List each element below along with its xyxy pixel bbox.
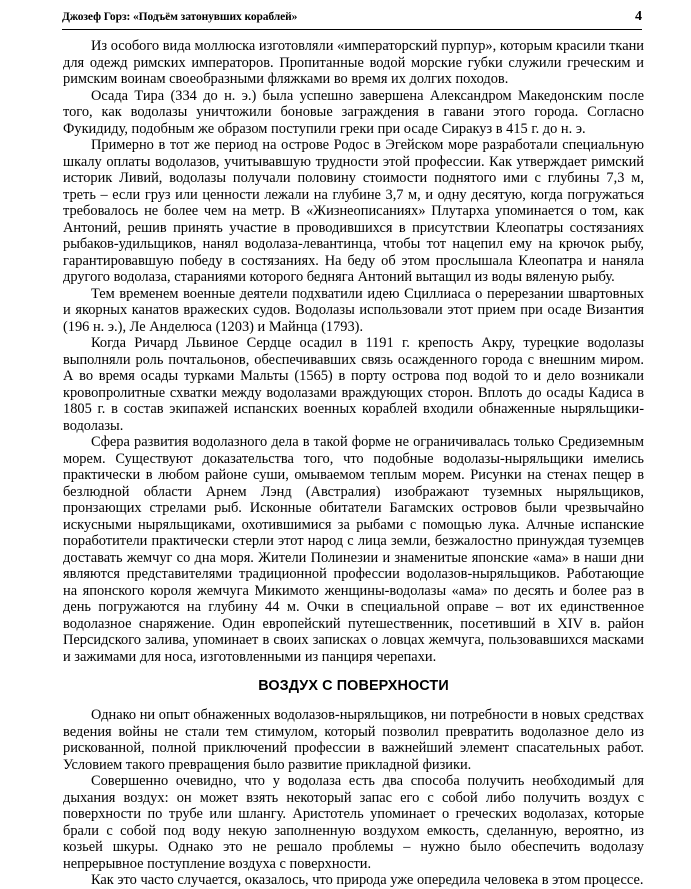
paragraph: Когда Ричард Львиное Сердце осадил в 1191 г. крепость Акру, турецкие водолазы выполняли роль почтальонов, обеспечивавших связь осажденного города с внешним миром. А во время осады турками Мальты (1565) в порту острова под водой то и дело возникали кровопролитные схватки между водолазами враждующих сторон. Вплоть до осады Кадиса в 1805 г. в состав экипажей испанских военных кораблей входили обнаженные ныряльщики-водолазы. <box>63 335 644 434</box>
paragraph: Тем временем военные деятели подхватили идею Сциллиаса о перерезании швартовных и якорных канатов вражеских судов. Водолазы использовали этот прием при осаде Византия (196 н. э.), Ле Анделюса (1203) и Майнца (1793). <box>63 285 644 335</box>
page-number: 4 <box>635 9 642 24</box>
paragraph: Сфера развития водолазного дела в такой форме не ограничивалась только Средиземным морем. Существуют доказательства того, что подобные водолазы-ныряльщики имелись практически в любом районе суши, омываемом теплым морем. Рисунки на стенах пещер в безлюдной области Арнем Лэнд (Австралия) изображают туземных ныряльщиков, пронзающих стрелами рыб. Исконные обитатели Багамских островов были чрезвычайно искусными ныряльщиками, охотившимися за рыбами с помощью лука. Алчные испанские поработители практически стерли этот народ с лица земли, безжалостно принуждая туземцев доставать жемчуг со дна моря. Жители Полинезии и знаменитые японские «ама» в наши дни являются представителями традиционной профессии водолазов-ныряльщиков. Работающие на японского короля жемчуга Микимото женщины-водолазы «ама» по десять и более раз в день погружаются на глубину 44 м. Очки в специальной оправе – вот их единственное водолазное снаряжение. Один европейский путешественник, посетивший в XIV в. район Персидского залива, упоминает в своих записках о ловцах жемчуга, пользовавшихся масками и зажимами для носа, изготовленными из панциря черепахи. <box>63 434 644 665</box>
paragraph: Совершенно очевидно, что у водолаза есть два способа получить необходимый для дыхания воздух: он может взять некоторый запас его с собой либо получить воздух с поверхности по трубе или шлангу. Аристотель упоминает о греческих водолазах, которые брали с собой под воду некую заполненную воздухом емкость, сделанную, вероятно, из козьей шкуры. Однако это не решало проблемы – нужно было обеспечить водолазу непрерывное поступление воздуха с поверхности. <box>63 773 644 872</box>
paragraph: Примерно в тот же период на острове Родос в Эгейском море разработали специальную шкалу оплаты водолазов, учитывавшую трудности этой профессии. Как утверждает римский историк Ливий, водолазы получали половину стоимости поднятого ими с глубины 7,3 м, треть – если груз или ценности лежали на глубине 3,7 м, и одну десятую, когда погружаться требовалось не более чем на метр. В «Жизнеописаниях» Плутарха упоминается о том, как Антоний, решив принять участие в проводившихся в присутствии Клеопатры состязаниях рыбаков-удильщиков, нанял водолаза-левантинца, чтобы тот нацепил ему на крючок рыбу, гарантировавшую победу в состязаниях. На беду об этом прослышала Клеопатра и наняла другого водолаза, стараниями которого бедняга Антоний вытащил из воды вяленую рыбу. <box>63 137 644 285</box>
running-head: Джозеф Горз: «Подъём затонувших кораблей» <box>62 11 298 23</box>
paragraph: Осада Тира (334 до н. э.) была успешно завершена Александром Македонским после того, как водолазы уничтожили боновые заграждения в гавани этого города. Согласно Фукидиду, подобным же образом поступили греки при осаде Сиракуз в 415 г. до н. э. <box>63 87 644 137</box>
document-body <box>63 38 644 889</box>
paragraph: Как это часто случается, оказалось, что природа уже опередила человека в этом процессе. <box>91 872 644 888</box>
paragraph: Однако ни опыт обнаженных водолазов-ныряльщиков, ни потребности в новых средствах ведения войны не стали тем стимулом, который позволил превратить водолазное дело из рискованной, полной приключений профессии в важнейший элемент спасательных работ. Условием такого превращения было развитие прикладной физики. <box>63 707 644 773</box>
section-heading: ВОЗДУХ С ПОВЕРХНОСТИ <box>258 678 449 694</box>
page-header <box>62 9 642 31</box>
paragraph: Из особого вида моллюска изготовляли «императорский пурпур», которым красили ткани для одежд римских императоров. Пропитанные водой морские губки служили греческим и римским воинам своеобразными фляжками во время их долгих походов. <box>63 38 644 87</box>
header-rule <box>62 29 642 30</box>
